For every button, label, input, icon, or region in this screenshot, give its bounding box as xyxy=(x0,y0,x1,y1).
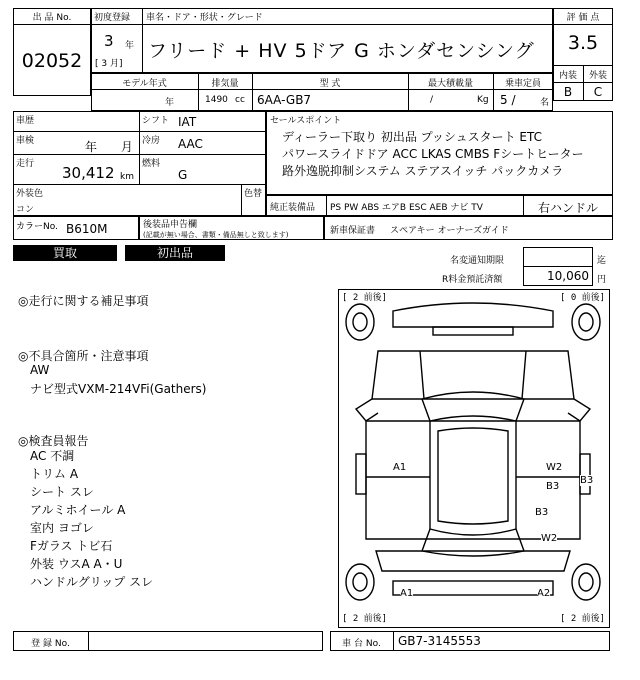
displacement-label: 排気量 xyxy=(211,79,239,89)
lot-number: 02052 xyxy=(21,50,83,72)
inspector-report-title: ◎検査員報告 xyxy=(18,434,89,448)
steering-side: 右ハンドル xyxy=(537,201,598,215)
equipment-label: 純正装備品 xyxy=(270,203,316,213)
registration-number-label: 登 録 No. xyxy=(31,639,70,649)
defect-line: ナビ型式VXM-214VFi(Gathers) xyxy=(30,382,207,396)
defect-line: AW xyxy=(30,363,50,377)
max-load-unit: Kg xyxy=(477,95,489,105)
shift-value: IAT xyxy=(178,115,197,129)
first-registration-label: 初度登録 xyxy=(94,13,131,23)
diagram-tag-bottom-left: [ 2 前後] xyxy=(342,614,388,624)
purchase-badge: 買取 xyxy=(13,245,117,261)
mileage-value: 30,412 xyxy=(62,164,115,182)
model-year-unit: 年 xyxy=(165,98,175,108)
fuel-label: 燃料 xyxy=(142,159,161,169)
damage-mark: B3 xyxy=(580,475,594,486)
displacement-value: 1490 xyxy=(205,95,228,105)
sales-point-line: パワースライドドア ACC LKAS CMBS Fシートヒーター xyxy=(282,147,584,161)
driving-remarks-title: ◎走行に関する補足事項 xyxy=(18,294,149,308)
aftermarket-note: (記載が無い場合、書類・備品無しと致します) xyxy=(143,231,289,239)
inspector-line: Fガラス トビ石 xyxy=(30,539,113,553)
model-code: 6AA-GB7 xyxy=(257,93,312,107)
exterior-color-label: 外装色 xyxy=(16,189,44,199)
inspector-line: 室内 ヨゴレ xyxy=(30,521,94,535)
inspector-line: トリム A xyxy=(30,467,79,481)
exterior-color: コン xyxy=(16,205,35,215)
model-year-label: モデル年式 xyxy=(122,79,167,89)
capacity-unit: 名 xyxy=(540,98,550,108)
name-change-deadline-unit: 迄 xyxy=(597,256,607,266)
inspector-line: AC 不調 xyxy=(30,449,75,463)
registration-year: 3 xyxy=(104,32,114,50)
damage-mark: W2 xyxy=(541,533,558,544)
inspector-line: 外装 ウスA A・U xyxy=(30,557,123,571)
equipment-items: PS PW ABS エアB ESC AEB ナビ TV xyxy=(330,203,483,213)
car-name: フリード + HV 5ドア G ホンダセンシング xyxy=(148,40,535,62)
exterior-grade: C xyxy=(593,85,603,99)
defects-title: ◎不具合箇所・注意事項 xyxy=(18,349,149,363)
color-number-label: カラーNo. xyxy=(16,222,58,232)
score-value: 3.5 xyxy=(567,32,599,54)
damage-mark: A1 xyxy=(400,588,414,599)
car-outline xyxy=(338,289,610,628)
capacity-label: 乗車定員 xyxy=(504,79,541,89)
ac-value: AAC xyxy=(178,137,203,151)
exterior-label: 外装 xyxy=(588,71,607,81)
ac-label: 冷房 xyxy=(142,136,161,146)
shift-label: シフト xyxy=(142,116,170,126)
displacement-unit: cc xyxy=(235,95,245,105)
chassis-number-label: 車 台 No. xyxy=(342,639,381,649)
warranty-items: スペアキー オーナーズガイド xyxy=(390,226,509,236)
model-code-label: 型 式 xyxy=(319,79,341,89)
fuel-value: G xyxy=(178,168,188,182)
max-load-separator: / xyxy=(430,95,434,105)
mileage-label: 走行 xyxy=(16,159,35,169)
inspection-value: 年 月 xyxy=(85,140,133,154)
damage-mark: B3 xyxy=(546,481,560,492)
name-change-deadline-label: 名変通知期限 xyxy=(450,256,505,266)
damage-mark: W2 xyxy=(546,462,563,473)
sales-points-label: セールスポイント xyxy=(270,116,342,126)
recycle-fee-amount: 10,060 xyxy=(547,269,589,283)
history-label: 車歴 xyxy=(16,116,35,126)
recycle-fee-unit: 円 xyxy=(597,275,607,285)
sales-point-line: 路外逸脱抑制システム ステアスイッチ パックカメラ xyxy=(282,164,564,178)
inspector-line: シート スレ xyxy=(30,485,94,499)
recycle-fee-label: R料金預託済額 xyxy=(442,275,503,285)
diagram-tag-top-left: [ 2 前後] xyxy=(342,293,388,303)
diagram-tag-bottom-right: [ 2 前後] xyxy=(560,614,606,624)
warranty-label: 新車保証書 xyxy=(330,226,376,236)
inspection-label: 車検 xyxy=(16,136,35,146)
mileage-unit: km xyxy=(120,172,134,182)
first-listing-badge: 初出品 xyxy=(125,245,225,261)
max-load-label: 最大積載量 xyxy=(427,79,473,89)
sales-point-line: ディーラー下取り 初出品 プッシュスタート ETC xyxy=(282,130,542,144)
color-change-label: 色替 xyxy=(244,189,263,199)
aftermarket-label: 後装品申告欄 xyxy=(143,220,198,230)
color-number: B610M xyxy=(66,222,108,236)
interior-label: 内装 xyxy=(558,71,577,81)
damage-mark: A1 xyxy=(393,462,407,473)
name-change-deadline-field xyxy=(523,247,593,267)
damage-mark: B3 xyxy=(535,507,549,518)
capacity-value: 5 / xyxy=(500,93,516,107)
inspector-line: ハンドルグリップ スレ xyxy=(30,575,154,589)
chassis-number: GB7-3145553 xyxy=(398,634,481,648)
damage-mark: A2 xyxy=(537,588,551,599)
diagram-tag-top-right: [ 0 前後] xyxy=(560,293,606,303)
score-label: 評 価 点 xyxy=(566,13,600,23)
interior-grade: B xyxy=(563,85,573,99)
lot-number-label: 出 品 No. xyxy=(32,13,72,23)
model-info-label: 車名・ドア・形状・グレード xyxy=(146,13,263,23)
inspector-line: アルミホイール A xyxy=(30,503,126,517)
registration-month: [ 3 月] xyxy=(95,59,123,69)
registration-year-unit: 年 xyxy=(125,41,135,51)
